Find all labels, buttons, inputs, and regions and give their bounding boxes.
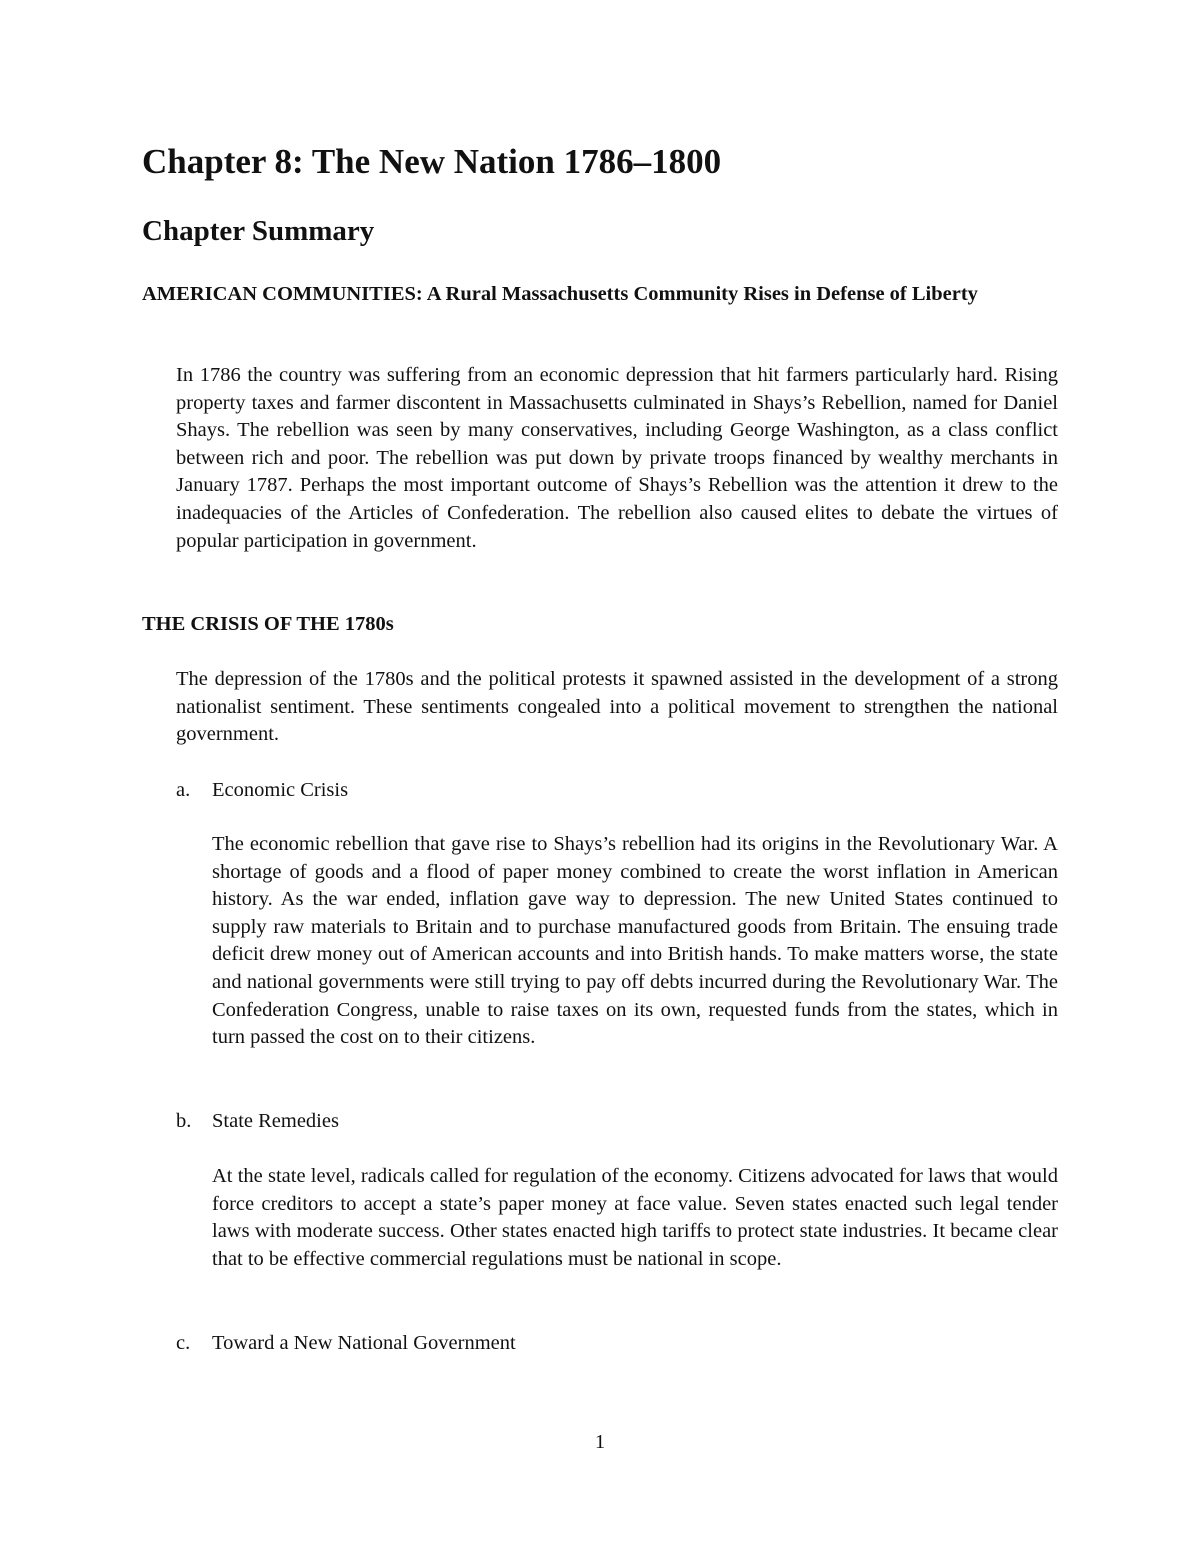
page-number: 1 bbox=[594, 1431, 606, 1453]
subsection-a-heading bbox=[176, 776, 348, 804]
subsection-b-paragraph: At the state level, radicals called for regulation of the economy. Citizens advocated for laws that would force creditors to accept a state’s paper money at face value. Seven states enacted such legal tender laws with moderate success. Other states enacted high tariffs to protect state industries. It became clear that to be effective commercial regulations must be national in scope. bbox=[212, 1165, 1058, 1270]
subsection-b-heading bbox=[176, 1107, 339, 1135]
crisis-heading: THE CRISIS OF THE 1780s bbox=[142, 613, 394, 635]
crisis-paragraph: The depression of the 1780s and the political protests it spawned assisted in the development of a strong nationalist sentiment. These sentiments congealed into a political movement to strengthen the national government. bbox=[176, 668, 1058, 746]
subsection-b-marker: b. bbox=[176, 1110, 192, 1132]
subsection-a-paragraph: The economic rebellion that gave rise to Shays’s rebellion had its origins in the Revolutionary War. A shortage of goods and a flood of paper money combined to create the worst inflation in American history. As the war ended, inflation gave way to depression. The new United States continued to supply raw materials to Britain and to purchase manufactured goods from Britain. The ensuing trade deficit drew money out of American accounts and into British hands. To make matters worse, the state and national governments were still trying to pay off debts incurred during the Revolutionary War. The Confederation Congress, unable to raise taxes on its own, requested funds from the states, which in turn passed the cost on to their citizens. bbox=[212, 833, 1058, 1049]
subsection-b-title: State Remedies bbox=[212, 1110, 339, 1132]
subsection-c-marker: c. bbox=[176, 1332, 191, 1354]
subsection-a-title: Economic Crisis bbox=[212, 779, 349, 801]
chapter-title: Chapter 8: The New Nation 1786–1800 bbox=[142, 142, 722, 181]
community-heading: AMERICAN COMMUNITIES: A Rural Massachusetts Community Rises in Defense of Liberty bbox=[142, 283, 978, 305]
section-title: Chapter Summary bbox=[142, 215, 375, 247]
subsection-a-marker: a. bbox=[176, 779, 191, 801]
community-paragraph: In 1786 the country was suffering from an economic depression that hit farmers particularly hard. Rising property taxes and farmer discontent in Massachusetts culminated in Shays’s Rebellion, named for Daniel Shays. The rebellion was seen by many conservatives, including George Washington, as a class conflict between rich and poor. The rebellion was put down by private troops financed by wealthy merchants in January 1787. Perhaps the most important outcome of Shays’s Rebellion was the attention it drew to the inadequacies of the Articles of Confederation. The rebellion also caused elites to debate the virtues of popular participation in government. bbox=[176, 364, 1058, 552]
subsection-c-heading bbox=[176, 1329, 516, 1357]
subsection-c-title: Toward a New National Government bbox=[212, 1332, 516, 1354]
